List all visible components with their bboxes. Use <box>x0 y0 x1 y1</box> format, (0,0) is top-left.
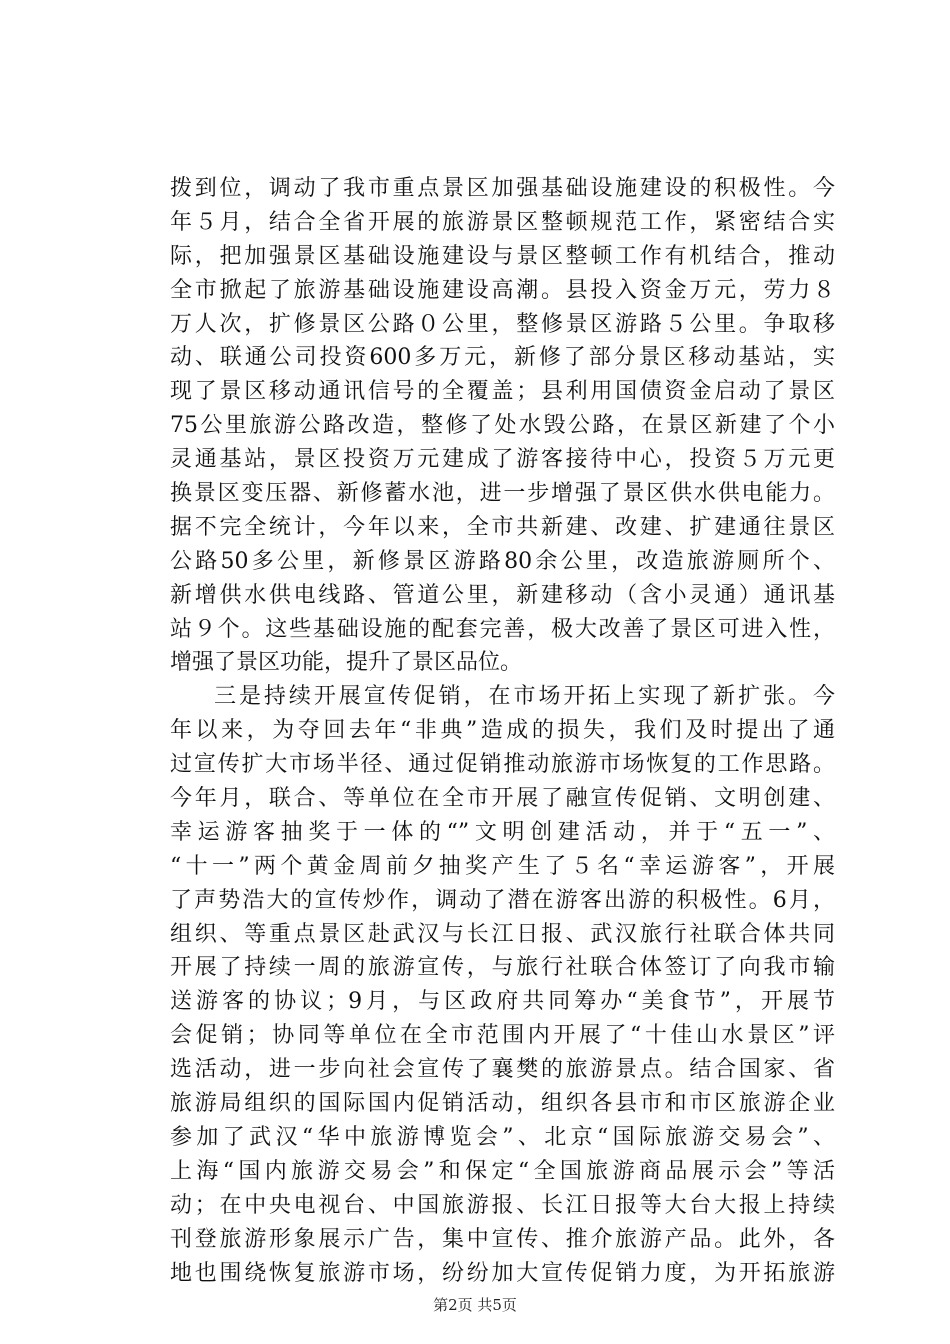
text-line: 灵通基站，景区投资万元建成了游客接待中心，投资５万元更 <box>170 447 835 473</box>
text-line: 今年月，联合、等单位在全市开展了融宣传促销、文明创建、 <box>170 786 835 812</box>
text-line: 开展了持续一周的旅游宣传，与旅行社联合体签订了向我市输 <box>170 955 835 981</box>
text-line: 年５月，结合全省开展的旅游景区整顿规范工作，紧密结合实 <box>170 209 835 235</box>
text-line: 新增供水供电线路、管道公里，新建移动（含小灵通）通讯基 <box>170 582 835 608</box>
text-line: 际，把加强景区基础设施建设与景区整顿工作有机结合，推动 <box>170 243 835 269</box>
text-line: 现了景区移动通讯信号的全覆盖；县利用国债资金启动了景区 <box>170 379 835 405</box>
text-line: 地也围绕恢复旅游市场，纷纷加大宣传促销力度，为开拓旅游 <box>170 1260 835 1286</box>
text-line: “十一”两个黄金周前夕抽奖产生了５名“幸运游客”，开展 <box>170 853 835 879</box>
text-line: 参加了武汉“华中旅游博览会”、北京“国际旅游交易会”、 <box>170 1124 835 1150</box>
text-line: 刊登旅游形象展示广告，集中宣传、推介旅游产品。此外，各 <box>170 1226 835 1252</box>
text-line: 了声势浩大的宣传炒作，调动了潜在游客出游的积极性。6月， <box>170 887 835 913</box>
text-line-paragraph-end: 增强了景区功能，提升了景区品位。 <box>170 650 523 676</box>
page-number-footer: 第2页 共5页 <box>433 1296 517 1314</box>
text-line: 据不完全统计，今年以来，全市共新建、改建、扩建通往景区 <box>170 514 835 540</box>
text-line: 上海“国内旅游交易会”和保定“全国旅游商品展示会”等活 <box>170 1158 835 1184</box>
text-line: 旅游局组织的国际国内促销活动，组织各县市和市区旅游企业 <box>170 1091 835 1117</box>
text-line: 动、联通公司投资600多万元，新修了部分景区移动基站，实 <box>170 345 835 371</box>
text-line: 换景区变压器、新修蓄水池，进一步增强了景区供水供电能力。 <box>170 481 835 507</box>
text-line: 年以来，为夺回去年“非典”造成的损失，我们及时提出了通 <box>170 718 835 744</box>
text-line: 送游客的协议；9月，与区政府共同筹办“美食节”，开展节 <box>170 989 835 1015</box>
text-line: 公路50多公里，新修景区游路80余公里，改造旅游厕所个、 <box>170 548 835 574</box>
text-line: 75公里旅游公路改造，整修了处水毁公路，在景区新建了个小 <box>170 413 835 439</box>
text-line: 幸运游客抽奖于一体的“”文明创建活动，并于“五一”、 <box>170 819 835 845</box>
text-line: 选活动，进一步向社会宣传了襄樊的旅游景点。结合国家、省 <box>170 1057 835 1083</box>
text-line: 过宣传扩大市场半径、通过促销推动旅游市场恢复的工作思路。 <box>170 752 835 778</box>
text-line: 站９个。这些基础设施的配套完善，极大改善了景区可进入性， <box>170 616 835 642</box>
body-text <box>170 172 835 1290</box>
text-line: 组织、等重点景区赴武汉与长江日报、武汉旅行社联合体共同 <box>170 921 835 947</box>
text-line-paragraph-start: 三是持续开展宣传促销，在市场开拓上实现了新扩张。今 <box>214 684 835 710</box>
text-line: 动；在中央电视台、中国旅游报、长江日报等大台大报上持续 <box>170 1192 835 1218</box>
text-line: 会促销；协同等单位在全市范围内开展了“十佳山水景区”评 <box>170 1023 835 1049</box>
text-line: 拨到位，调动了我市重点景区加强基础设施建设的积极性。今 <box>170 176 835 201</box>
text-line: 全市掀起了旅游基础设施建设高潮。县投入资金万元，劳力８ <box>170 277 835 303</box>
text-line: 万人次，扩修景区公路０公里，整修景区游路５公里。争取移 <box>170 311 835 337</box>
